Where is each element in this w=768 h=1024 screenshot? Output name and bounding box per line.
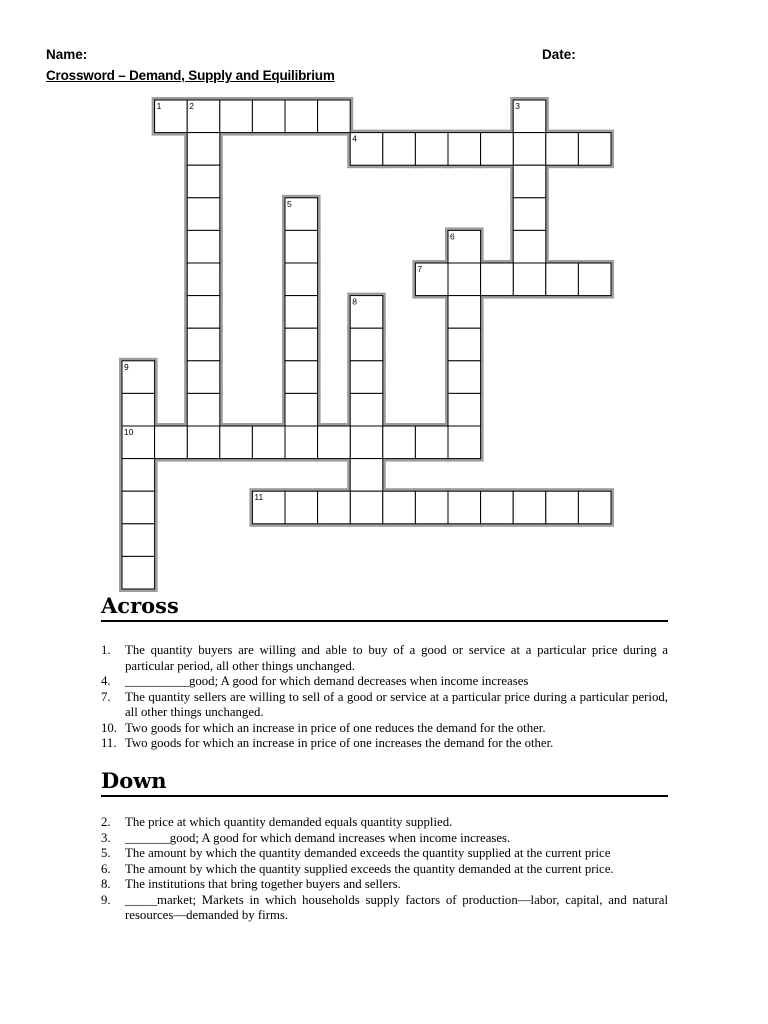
crossword-cell[interactable]	[285, 393, 318, 426]
clue-number: 3.	[101, 830, 111, 845]
crossword-cell[interactable]	[220, 426, 253, 459]
crossword-cell[interactable]	[448, 296, 481, 329]
clue-number: 8.	[101, 877, 111, 891]
clue-text: _____market; Markets in which households supply factors of production—labor, capital, and natural resources—demanded by firms.	[125, 892, 668, 922]
clue-text: The institutions that bring together buyers and sellers.	[125, 877, 401, 891]
across-clue-4	[101, 674, 668, 690]
cell-number: 1	[156, 101, 162, 111]
cell-number: 3	[515, 101, 520, 111]
crossword-cell[interactable]	[285, 263, 318, 296]
clue-number: 6.	[101, 861, 111, 876]
across-clue-list	[101, 643, 668, 752]
crossword-cell[interactable]	[285, 296, 318, 329]
crossword-cell[interactable]	[578, 133, 611, 166]
crossword-cell[interactable]	[448, 361, 481, 394]
crossword-cell[interactable]	[285, 230, 318, 263]
crossword-cell[interactable]	[187, 230, 220, 263]
clue-number: 10.	[101, 720, 117, 735]
crossword-cell[interactable]	[318, 100, 351, 133]
crossword-cell[interactable]	[415, 133, 448, 166]
cell-number: 6	[450, 231, 455, 242]
clue-number: 5.	[101, 846, 111, 860]
crossword-cell[interactable]	[383, 426, 416, 459]
clue-number: 7.	[101, 689, 111, 704]
crossword-cell[interactable]	[546, 263, 579, 296]
crossword-cell[interactable]	[415, 491, 448, 524]
cell-number: 9	[124, 361, 129, 372]
crossword-cell[interactable]	[481, 263, 514, 296]
crossword-cell[interactable]	[481, 133, 514, 166]
crossword-cell[interactable]	[578, 491, 611, 524]
crossword-cell[interactable]	[285, 361, 318, 394]
clue-text: _______good; A good for which demand increases when income increases.	[125, 830, 511, 845]
crossword-cell[interactable]	[546, 133, 579, 166]
crossword-cell[interactable]	[448, 133, 481, 166]
crossword-cell[interactable]	[122, 491, 155, 524]
clue-text: __________good; A good for which demand decreases when income increases	[125, 674, 529, 688]
crossword-cell[interactable]	[285, 426, 318, 459]
crossword-cell[interactable]	[252, 100, 285, 133]
crossword-cell[interactable]	[187, 198, 220, 231]
across-heading: Across	[101, 593, 668, 622]
crossword-cell[interactable]	[513, 133, 546, 166]
cell-number: 10	[124, 427, 134, 437]
crossword-cell[interactable]	[448, 393, 481, 426]
crossword-cell[interactable]	[122, 556, 155, 589]
crossword-cell[interactable]	[481, 491, 514, 524]
cell-number: 8	[352, 296, 357, 307]
down-clue-9	[101, 893, 668, 924]
crossword-cell[interactable]	[285, 491, 318, 524]
name-label: Name:	[46, 47, 88, 62]
down-heading: Down	[101, 768, 668, 797]
clue-number: 11.	[101, 736, 117, 750]
cell-number: 5	[287, 198, 292, 209]
crossword-cell[interactable]	[350, 491, 383, 524]
down-clue-5	[101, 846, 668, 862]
crossword-cell[interactable]	[350, 328, 383, 361]
clue-text: The amount by which the quantity demanded exceeds the quantity supplied at the current price	[125, 846, 611, 860]
across-clue-10	[101, 721, 668, 737]
crossword-cell[interactable]	[187, 361, 220, 394]
clue-number: 1.	[101, 643, 111, 657]
crossword-cell[interactable]	[513, 491, 546, 524]
crossword-cell[interactable]	[546, 491, 579, 524]
clue-text: The amount by which the quantity supplied exceeds the quantity demanded at the current price.	[125, 861, 614, 876]
crossword-cell[interactable]	[318, 491, 351, 524]
crossword-cell[interactable]	[187, 133, 220, 166]
crossword-cell[interactable]	[513, 198, 546, 231]
crossword-cell[interactable]	[155, 426, 188, 459]
crossword-cell[interactable]	[383, 133, 416, 166]
crossword-cell[interactable]	[415, 426, 448, 459]
cell-number: 11	[254, 492, 264, 503]
cell-number: 7	[417, 264, 423, 274]
worksheet-title: Crossword – Demand, Supply and Equilibrium	[46, 68, 335, 83]
across-clue-11	[101, 736, 668, 752]
clue-text: Two goods for which an increase in price of one increases the demand for the other.	[125, 736, 554, 750]
grid-cell-layer	[122, 100, 611, 589]
crossword-cell[interactable]	[350, 393, 383, 426]
crossword-cell[interactable]	[350, 361, 383, 394]
crossword-cell[interactable]	[122, 524, 155, 557]
across-clue-1	[101, 643, 668, 674]
crossword-cell[interactable]	[285, 100, 318, 133]
clue-text: Two goods for which an increase in price of one reduces the demand for the other.	[125, 720, 546, 735]
down-clue-8	[101, 877, 668, 893]
crossword-cell[interactable]	[318, 426, 351, 459]
clue-text: The quantity buyers are willing and able to buy of a good or service at a particular price during a particular period, all other things unchanged.	[125, 643, 668, 673]
crossword-cell[interactable]	[187, 263, 220, 296]
crossword-cell[interactable]	[285, 328, 318, 361]
crossword-cell[interactable]	[122, 459, 155, 492]
clue-number: 9.	[101, 892, 111, 907]
crossword-cell[interactable]	[578, 263, 611, 296]
down-clue-2	[101, 815, 668, 831]
crossword-cell[interactable]	[448, 426, 481, 459]
down-clue-list	[101, 815, 668, 924]
clue-number: 2.	[101, 815, 111, 829]
crossword-cell[interactable]	[187, 393, 220, 426]
down-clue-6	[101, 862, 668, 878]
clue-text: The price at which quantity demanded equals quantity supplied.	[125, 815, 453, 829]
crossword-cell[interactable]	[448, 491, 481, 524]
crossword-cell[interactable]	[187, 328, 220, 361]
crossword-cell[interactable]	[513, 230, 546, 263]
clue-number: 4.	[101, 674, 111, 688]
crossword-cell[interactable]	[350, 426, 383, 459]
crossword-cell[interactable]	[448, 263, 481, 296]
crossword-cell[interactable]	[187, 426, 220, 459]
crossword-cell[interactable]	[513, 165, 546, 198]
crossword-cell[interactable]	[187, 296, 220, 329]
crossword-cell[interactable]	[383, 491, 416, 524]
crossword-cell[interactable]	[252, 426, 285, 459]
crossword-cell[interactable]	[220, 100, 253, 133]
clue-text: The quantity sellers are willing to sell of a good or service at a particular price during a particular period, all other things unchanged.	[125, 689, 668, 719]
across-clue-7	[101, 690, 668, 721]
date-label: Date:	[542, 47, 576, 62]
crossword-cell[interactable]	[350, 459, 383, 492]
cell-number: 4	[352, 133, 357, 144]
cell-number: 2	[189, 101, 194, 111]
down-clue-3	[101, 831, 668, 847]
crossword-cell[interactable]	[513, 263, 546, 296]
crossword-cell[interactable]	[448, 328, 481, 361]
crossword-cell[interactable]	[122, 393, 155, 426]
crossword-cell[interactable]	[187, 165, 220, 198]
